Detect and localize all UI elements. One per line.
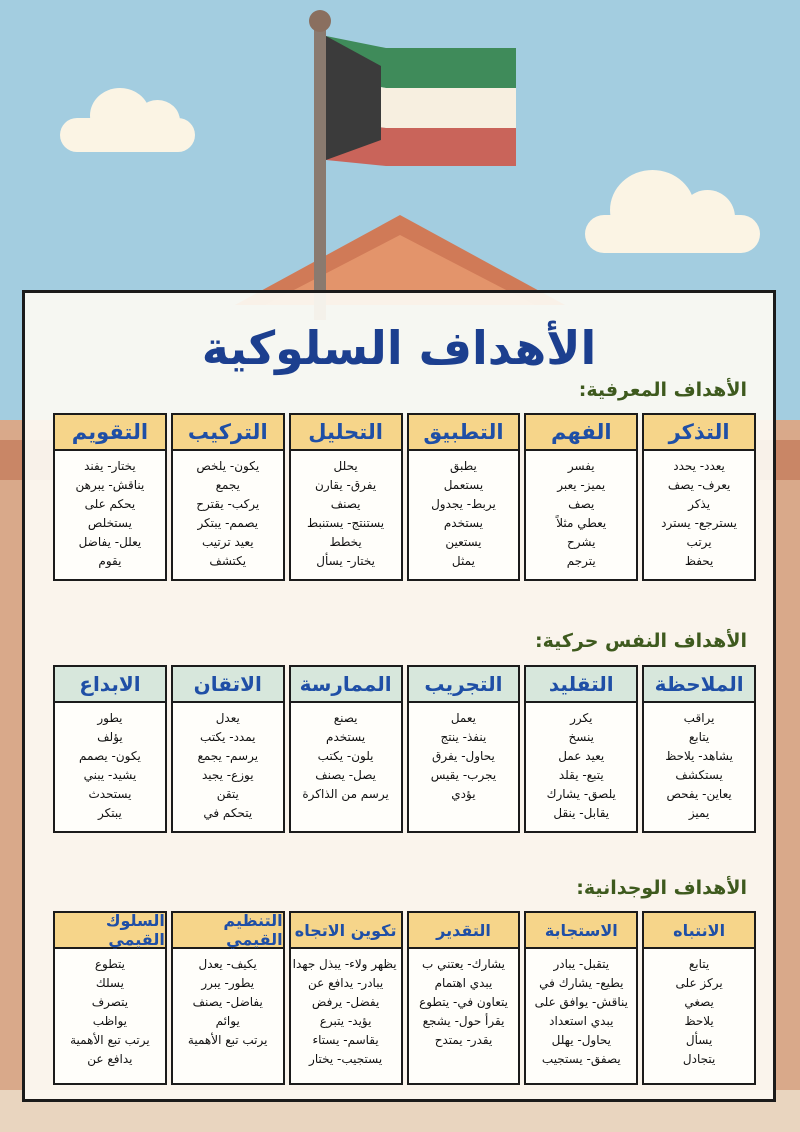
list-item: يتعاون في- يتطوع	[419, 995, 508, 1009]
list-item: يحلل	[333, 459, 358, 473]
list-item: يستحدث	[88, 787, 132, 801]
list-item: يناقش- يبرهن	[75, 478, 145, 492]
psychomotor-table	[53, 665, 756, 833]
list-item: يستعين	[445, 535, 482, 549]
list-item: يقاسم- يستاء	[312, 1033, 379, 1047]
list-item: يختار- يسأل	[316, 554, 375, 568]
list-item: يركز على	[675, 976, 723, 990]
cognitive-table	[53, 413, 756, 581]
list-item: يناقش- يوافق على	[534, 995, 628, 1009]
column-header: التذكر	[644, 415, 754, 451]
list-item: يعيد ترتيب	[201, 535, 254, 549]
column-body	[526, 451, 636, 577]
list-item: يختار- يفند	[84, 459, 136, 473]
column-body	[409, 451, 519, 577]
list-item: يشاهد- يلاحظ	[665, 749, 733, 763]
list-item: يسترجع- يسترد	[661, 516, 738, 530]
list-item: يطبق	[450, 459, 477, 473]
list-item: يتصرف	[91, 995, 129, 1009]
list-item: يقوم	[98, 554, 122, 568]
list-item: يبتكر	[98, 806, 122, 820]
list-item: يكتشف	[209, 554, 247, 568]
table-column	[524, 665, 638, 833]
kuwait-flag-icon	[326, 28, 516, 168]
flag-pole	[314, 20, 326, 320]
table-column	[171, 413, 285, 581]
list-item: يستخدم	[443, 516, 483, 530]
table-column	[642, 911, 756, 1085]
list-item: يستكشف	[675, 768, 723, 782]
cloud	[60, 118, 195, 152]
list-item: يطور	[97, 711, 123, 725]
list-item: يشارك- يعتني ب	[422, 957, 506, 971]
list-item: يبدي استعداد	[549, 1014, 614, 1028]
list-item: يربط- يجدول	[431, 497, 496, 511]
column-header: التحليل	[291, 415, 401, 451]
list-item: يوزع- يجيد	[201, 768, 254, 782]
list-item: يعلل- يفاضل	[78, 535, 142, 549]
list-item: يطور- يبرر	[201, 976, 255, 990]
list-item: يقدر- يمتدح	[434, 1033, 493, 1047]
column-body	[644, 703, 754, 829]
list-item: يؤدي	[451, 787, 476, 801]
list-item: يصغي	[684, 995, 714, 1009]
column-header: الفهم	[526, 415, 636, 451]
list-item: يرسم- يجمع	[197, 749, 259, 763]
list-item: يصنع	[333, 711, 358, 725]
list-item: يتطوع	[94, 957, 125, 971]
list-item: يصمم- يبتكر	[197, 516, 259, 530]
cloud	[585, 215, 760, 253]
list-item: يفسر	[567, 459, 595, 473]
column-header: الاستجابة	[526, 913, 636, 949]
list-item: يتابع	[688, 957, 710, 971]
list-item: ينسخ	[568, 730, 594, 744]
list-item: يحاول- يهلل	[551, 1033, 611, 1047]
table-column	[407, 413, 521, 581]
content-card	[22, 290, 776, 1102]
list-item: يتبع- يقلد	[558, 768, 604, 782]
list-item: يفاضل- يصنف	[192, 995, 263, 1009]
list-item: يميز- يعبر	[557, 478, 606, 492]
table-column	[53, 413, 167, 581]
list-item: يبدي اهتمام	[434, 976, 493, 990]
list-item: يرتب	[686, 535, 712, 549]
list-item: يتابع	[688, 730, 710, 744]
column-body	[644, 949, 754, 1075]
column-body	[55, 703, 165, 829]
list-item: يؤلف	[97, 730, 123, 744]
list-item: يعمل	[450, 711, 476, 725]
list-item: يسلك	[95, 976, 124, 990]
table-column	[407, 665, 521, 833]
list-item: يفرق- يقارن	[315, 478, 377, 492]
column-header: التركيب	[173, 415, 283, 451]
list-item: يصل- يصنف	[315, 768, 376, 782]
list-item: ينفذ- ينتج	[440, 730, 487, 744]
section-heading-affective: الأهداف الوجدانية:	[576, 877, 747, 899]
table-column	[53, 911, 167, 1085]
column-body	[409, 949, 519, 1056]
table-column	[524, 413, 638, 581]
column-body	[55, 949, 165, 1075]
column-body	[526, 703, 636, 829]
column-header: التقدير	[409, 913, 519, 949]
list-item: يذكر	[688, 497, 711, 511]
list-item: يكرر	[570, 711, 593, 725]
table-column	[53, 665, 167, 833]
list-item: يجمع	[215, 478, 240, 492]
list-item: يستعمل	[443, 478, 484, 492]
list-item: يعدد- يحدد	[673, 459, 725, 473]
list-item: يدافع عن	[87, 1052, 133, 1066]
list-item: يقابل- ينقل	[553, 806, 610, 820]
list-item: يستنتج- يستنبط	[307, 516, 385, 530]
list-item: يتقن	[216, 787, 239, 801]
list-item: يمدد- يكتب	[200, 730, 256, 744]
list-item: يلاحظ	[684, 1014, 714, 1028]
list-item: يفضل- يرفض	[311, 995, 380, 1009]
list-item: يميز	[688, 806, 710, 820]
column-header: السلوك القيمي	[55, 913, 165, 949]
section-heading-cognitive: الأهداف المعرفية:	[578, 379, 747, 401]
list-item: يرتب تبع الأهمية	[70, 1033, 150, 1047]
column-header: التجريب	[409, 667, 519, 703]
list-item: يقرأ حول- يشجع	[422, 1014, 505, 1028]
list-item: يستخلص	[87, 516, 132, 530]
list-item: يصف	[568, 497, 595, 511]
list-item: يصنف	[330, 497, 361, 511]
column-body	[291, 703, 401, 810]
column-header: تكوين الاتجاه	[291, 913, 401, 949]
list-item: يكون- يصمم	[79, 749, 141, 763]
list-item: يبادر- يدافع عن	[308, 976, 384, 990]
affective-table	[53, 911, 756, 1085]
list-item: يعاين- يفحص	[666, 787, 732, 801]
column-body	[644, 451, 754, 577]
column-header: التقليد	[526, 667, 636, 703]
list-item: يرتب تبع الأهمية	[187, 1033, 268, 1047]
column-header: الممارسة	[291, 667, 401, 703]
table-column	[289, 911, 403, 1085]
table-column	[171, 911, 285, 1085]
list-item: يحفظ	[684, 554, 714, 568]
list-item: يشرح	[567, 535, 596, 549]
list-item: يعطي مثلاً	[556, 516, 607, 530]
table-column	[171, 665, 285, 833]
list-item: يكيف- يعدل	[198, 957, 257, 971]
table-column	[407, 911, 521, 1085]
list-item: يؤيد- يتبرع	[319, 1014, 372, 1028]
column-body	[55, 451, 165, 577]
list-item: يرسم من الذاكرة	[302, 787, 389, 801]
table-column	[289, 665, 403, 833]
column-body	[173, 703, 283, 829]
list-item: يحكم على	[84, 497, 136, 511]
column-body	[173, 949, 283, 1056]
table-column	[289, 413, 403, 581]
list-item: يخطط	[329, 535, 362, 549]
list-item: يمثل	[451, 554, 475, 568]
table-column	[642, 413, 756, 581]
list-item: يكون- يلخص	[196, 459, 260, 473]
list-item: يتجادل	[682, 1052, 716, 1066]
list-item: يركب- يقترح	[196, 497, 260, 511]
column-header: الملاحظة	[644, 667, 754, 703]
list-item: يسأل	[685, 1033, 713, 1047]
column-body	[291, 451, 401, 577]
column-header: الابداع	[55, 667, 165, 703]
column-header: التطبيق	[409, 415, 519, 451]
list-item: يحاول- يفرق	[432, 749, 495, 763]
list-item: يصفق- يستجيب	[541, 1052, 621, 1066]
column-header: التقويم	[55, 415, 165, 451]
list-item: يجرب- يقيس	[430, 768, 497, 782]
list-item: يوائم	[215, 1014, 240, 1028]
page-title: الأهداف السلوكية	[201, 321, 597, 375]
column-body	[526, 949, 636, 1075]
list-item: يتقبل- يبادر	[553, 957, 610, 971]
list-item: يعرف- يصف	[667, 478, 731, 492]
column-header: الاتقان	[173, 667, 283, 703]
column-body	[173, 451, 283, 577]
list-item: يتحكم في	[203, 806, 253, 820]
column-body	[409, 703, 519, 810]
column-header: التنظيم القيمي	[173, 913, 283, 949]
list-item: يراقب	[683, 711, 715, 725]
table-column	[642, 665, 756, 833]
list-item: يشيد- يبني	[83, 768, 137, 782]
list-item: يعيد عمل	[558, 749, 605, 763]
list-item: يلون- يكتب	[317, 749, 374, 763]
list-item: يلصق- يشارك	[546, 787, 616, 801]
section-heading-psychomotor: الأهداف النفس حركية:	[535, 630, 747, 652]
column-header: الانتباه	[644, 913, 754, 949]
table-column	[524, 911, 638, 1085]
list-item: يطيع- يشارك في	[539, 976, 624, 990]
column-body	[291, 949, 401, 1075]
list-item: يستخدم	[326, 730, 366, 744]
list-item: يواظب	[92, 1014, 128, 1028]
list-item: يظهر ولاء- يبذل جهدا	[292, 957, 397, 971]
list-item: يعدل	[215, 711, 240, 725]
list-item: يستجيب- يختار	[309, 1052, 383, 1066]
list-item: يترجم	[566, 554, 596, 568]
